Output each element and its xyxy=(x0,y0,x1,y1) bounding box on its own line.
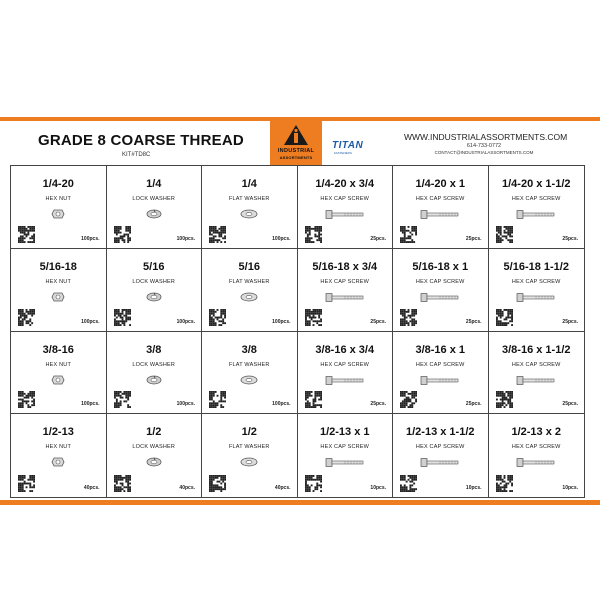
flat-washer-icon xyxy=(240,206,258,224)
qr-code-icon xyxy=(18,226,35,243)
hex-cap-screw-icon xyxy=(516,289,556,307)
hex-nut-icon xyxy=(51,289,65,307)
qr-code-icon xyxy=(496,226,513,243)
compartment-quantity: 100pcs. xyxy=(176,318,195,325)
compartment-part-type: LOCK WASHER xyxy=(132,278,176,285)
qr-code-icon xyxy=(209,391,226,408)
compartment-size: 5/16-18 x 1 xyxy=(412,260,469,273)
compartment-size: 3/8-16 x 1 xyxy=(415,343,466,356)
flat-washer-icon xyxy=(240,454,258,472)
compartment-part-type: HEX CAP SCREW xyxy=(320,361,370,368)
kit-code: KIT#TD8C xyxy=(122,152,151,158)
compartment-size: 1/4-20 xyxy=(42,178,74,190)
hex-cap-screw-icon xyxy=(516,206,556,224)
qr-code-icon xyxy=(400,309,417,326)
compartment xyxy=(393,414,489,497)
compartment-part-type: HEX NUT xyxy=(45,278,72,285)
qr-code-icon xyxy=(496,391,513,408)
compartment-size: 1/4-20 x 1 xyxy=(415,178,466,190)
hex-cap-screw-icon xyxy=(325,289,365,307)
compartment-part-type: HEX CAP SCREW xyxy=(415,361,465,368)
compartment-part-type: FLAT WASHER xyxy=(228,278,270,285)
hex-nut-icon xyxy=(51,206,65,224)
email-link[interactable]: CONTACT@INDUSTRIALASSORTMENTS.COM xyxy=(434,150,534,155)
compartment-part-type: FLAT WASHER xyxy=(228,444,270,451)
compartment-part-type: HEX CAP SCREW xyxy=(511,196,561,202)
hex-cap-screw-icon xyxy=(325,454,365,472)
qr-code-icon xyxy=(305,391,322,408)
compartment-size: 5/16-18 xyxy=(39,260,77,273)
compartment-quantity: 25pcs. xyxy=(562,235,578,242)
qr-code-icon xyxy=(305,475,322,492)
compartment-quantity: 40pcs. xyxy=(274,485,291,491)
compartment xyxy=(298,249,394,332)
compartment xyxy=(107,249,203,332)
compartment-size: 1/4-20 x 1-1/2 xyxy=(502,178,571,190)
qr-code-icon xyxy=(209,309,226,326)
compartment-part-type: LOCK WASHER xyxy=(132,444,176,451)
hex-nut-icon xyxy=(51,454,65,472)
compartment-part-type: HEX CAP SCREW xyxy=(320,278,370,285)
hex-cap-screw-icon xyxy=(420,454,460,472)
compartment-quantity: 40pcs. xyxy=(179,485,195,491)
compartment-quantity: 25pcs. xyxy=(465,235,482,242)
compartment-part-type: FLAT WASHER xyxy=(228,196,270,202)
compartment-part-type: LOCK WASHER xyxy=(132,361,176,368)
lock-washer-icon xyxy=(146,206,162,224)
compartment xyxy=(107,166,203,249)
qr-code-icon xyxy=(496,309,513,326)
compartment xyxy=(202,166,298,249)
qr-code-icon xyxy=(400,475,417,492)
qr-code-icon xyxy=(400,391,417,408)
qr-code-icon xyxy=(114,309,131,326)
qr-code-icon xyxy=(400,226,417,243)
compartment-part-type: HEX CAP SCREW xyxy=(415,278,465,285)
qr-code-icon xyxy=(209,475,226,492)
compartment-part-type: HEX NUT xyxy=(45,196,72,202)
compartment-quantity: 40pcs. xyxy=(83,485,100,491)
contact-block xyxy=(404,132,568,155)
compartment-quantity: 25pcs. xyxy=(562,318,578,325)
qr-code-icon xyxy=(305,226,322,243)
titan-logo xyxy=(330,140,366,154)
compartment-size: 1/2 xyxy=(146,426,162,439)
compartment xyxy=(107,414,203,497)
compartment-quantity: 10pcs. xyxy=(562,485,578,491)
compartment-size: 1/4 xyxy=(241,178,257,190)
compartment xyxy=(107,332,203,415)
compartment-size: 1/2 xyxy=(241,426,257,439)
qr-code-icon xyxy=(18,309,35,326)
phone-number: 614-733-0772 xyxy=(466,143,502,149)
titan-tagline: FASTENERS xyxy=(334,151,352,155)
compartment-part-type: HEX CAP SCREW xyxy=(511,278,561,285)
compartment-quantity: 100pcs. xyxy=(176,401,195,408)
titan-name: TITAN xyxy=(332,140,364,151)
compartment xyxy=(298,166,394,249)
lock-washer-icon xyxy=(146,289,162,307)
qr-code-icon xyxy=(496,475,513,492)
hex-cap-screw-icon xyxy=(325,372,365,390)
hex-cap-screw-icon xyxy=(420,372,460,390)
compartment-size: 3/8 xyxy=(146,343,162,356)
qr-code-icon xyxy=(18,391,35,408)
hex-nut-icon xyxy=(51,372,65,390)
compartment-quantity: 100pcs. xyxy=(176,235,195,242)
website-link[interactable]: WWW.INDUSTRIALASSORTMENTS.COM xyxy=(404,132,568,142)
page-title: GRADE 8 COARSE THREAD xyxy=(38,132,244,149)
compartment-quantity: 25pcs. xyxy=(370,318,386,325)
compartment-size: 5/16-18 1-1/2 xyxy=(503,260,569,273)
flat-washer-icon xyxy=(240,372,258,390)
flat-washer-icon xyxy=(240,289,258,307)
logo-brand-line2: ASSORTMENTS xyxy=(279,155,313,160)
compartment-quantity: 10pcs. xyxy=(370,485,386,491)
hex-cap-screw-icon xyxy=(420,289,460,307)
compartment-quantity: 100pcs. xyxy=(272,235,291,242)
compartment-quantity: 25pcs. xyxy=(465,401,482,408)
compartment xyxy=(202,332,298,415)
compartment-part-type: HEX CAP SCREW xyxy=(415,444,465,451)
compartment xyxy=(11,332,107,415)
compartment xyxy=(393,249,489,332)
compartment-grid xyxy=(10,165,585,498)
compartment xyxy=(489,249,585,332)
compartment-size: 3/8-16 xyxy=(42,343,74,356)
compartment xyxy=(298,332,394,415)
compartment-size: 1/4-20 x 3/4 xyxy=(315,178,375,190)
compartment-size: 3/8-16 x 1-1/2 xyxy=(502,343,571,356)
compartment-part-type: HEX CAP SCREW xyxy=(415,196,465,202)
industrial-assortments-logo xyxy=(270,121,322,165)
lock-washer-icon xyxy=(146,454,162,472)
compartment-size: 3/8-16 x 3/4 xyxy=(315,343,375,356)
compartment xyxy=(11,249,107,332)
qr-code-icon xyxy=(114,391,131,408)
compartment-size: 1/4 xyxy=(146,178,162,190)
compartment-part-type: HEX NUT xyxy=(45,444,72,451)
compartment-part-type: FLAT WASHER xyxy=(228,361,270,368)
compartment-quantity: 100pcs. xyxy=(81,401,100,408)
qr-code-icon xyxy=(18,475,35,492)
compartment xyxy=(11,414,107,497)
logo-brand-line1: INDUSTRIAL xyxy=(277,148,315,154)
compartment xyxy=(11,166,107,249)
industrial-assortments-logo-icon xyxy=(283,124,309,146)
compartment-part-type: HEX NUT xyxy=(45,361,72,368)
compartment-size: 5/16 xyxy=(143,260,165,273)
compartment xyxy=(489,332,585,415)
qr-code-icon xyxy=(114,226,131,243)
compartment-size: 1/2-13 x 1 xyxy=(319,426,370,439)
compartment-size: 3/8 xyxy=(241,343,257,356)
qr-code-icon xyxy=(305,309,322,326)
compartment-part-type: HEX CAP SCREW xyxy=(511,444,561,451)
lock-washer-icon xyxy=(146,372,162,390)
compartment-size: 5/16-18 x 3/4 xyxy=(312,260,378,273)
hex-cap-screw-icon xyxy=(420,206,460,224)
compartment-quantity: 25pcs. xyxy=(562,401,578,408)
compartment xyxy=(202,414,298,497)
compartment-quantity: 10pcs. xyxy=(465,485,482,491)
compartment xyxy=(202,249,298,332)
compartment-quantity: 100pcs. xyxy=(81,318,100,325)
compartment-quantity: 100pcs. xyxy=(272,318,291,325)
label-header xyxy=(0,121,600,165)
compartment xyxy=(298,414,394,497)
compartment xyxy=(393,166,489,249)
compartment-part-type: HEX CAP SCREW xyxy=(320,444,370,451)
compartment-size: 5/16 xyxy=(238,260,260,273)
compartment-part-type: HEX CAP SCREW xyxy=(320,196,370,202)
hex-cap-screw-icon xyxy=(516,372,556,390)
compartment-quantity: 100pcs. xyxy=(81,235,100,242)
compartment xyxy=(393,332,489,415)
compartment-quantity: 25pcs. xyxy=(370,235,386,242)
compartment-part-type: LOCK WASHER xyxy=(132,196,176,202)
compartment xyxy=(489,166,585,249)
compartment-size: 1/2-13 x 2 xyxy=(511,426,562,439)
compartment-quantity: 25pcs. xyxy=(370,401,386,408)
compartment-quantity: 100pcs. xyxy=(272,401,291,408)
qr-code-icon xyxy=(209,226,226,243)
compartment-quantity: 25pcs. xyxy=(465,318,482,325)
bottom-accent-band xyxy=(0,500,600,505)
hex-cap-screw-icon xyxy=(516,454,556,472)
hex-cap-screw-icon xyxy=(325,206,365,224)
compartment-size: 1/2-13 x 1-1/2 xyxy=(406,426,475,439)
compartment-size: 1/2-13 xyxy=(42,426,74,439)
qr-code-icon xyxy=(114,475,131,492)
compartment xyxy=(489,414,585,497)
compartment-part-type: HEX CAP SCREW xyxy=(511,361,561,368)
